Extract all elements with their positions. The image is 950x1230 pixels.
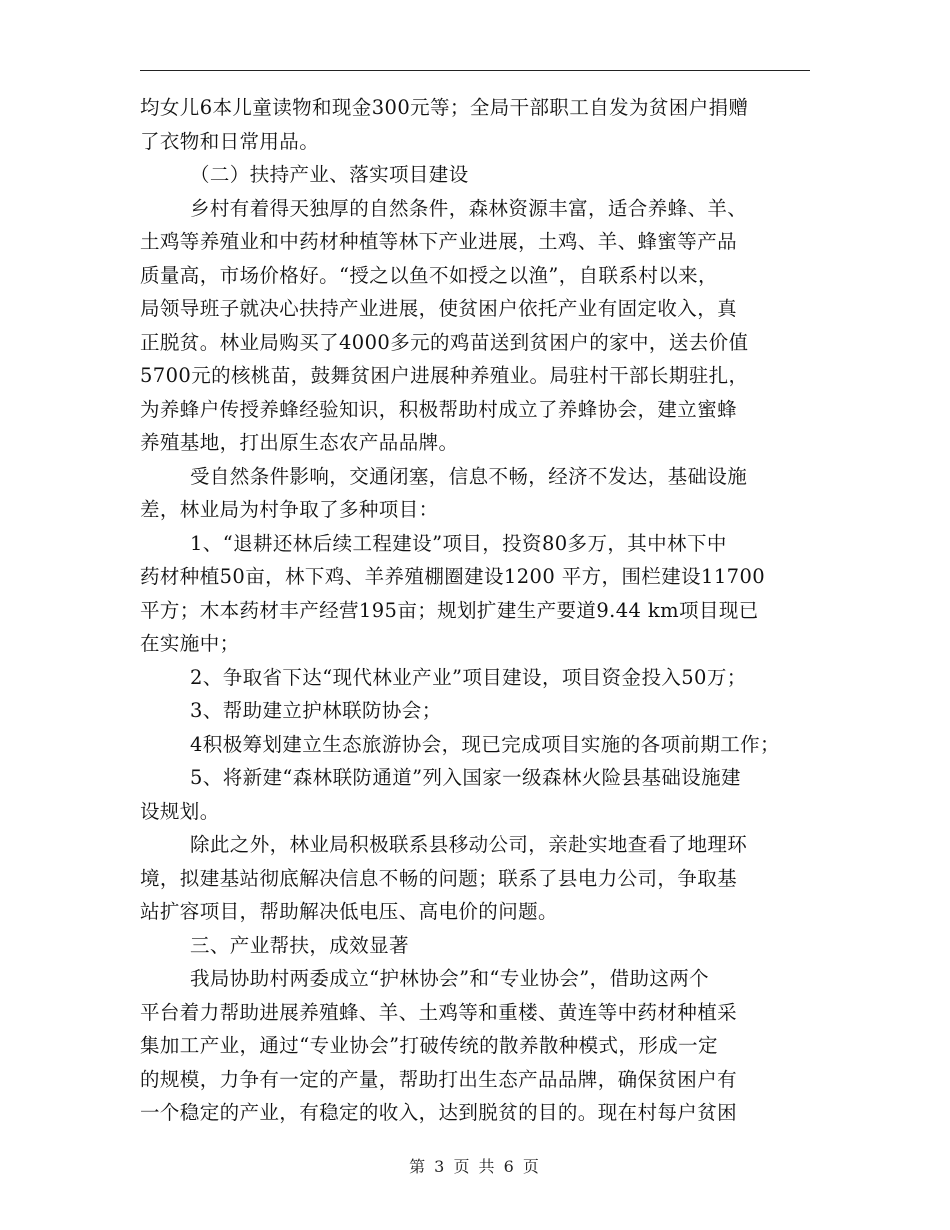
text-line: 了衣物和日常用品。 bbox=[140, 129, 320, 153]
text-line: 一个稳定的产业，有稳定的收入，达到脱贫的目的。现在村每户贫困 bbox=[140, 1101, 738, 1124]
text-line: 三、产业帮扶，成效显著 bbox=[190, 933, 409, 957]
text-line: 我局协助村两委成立“护林协会”和“专业协会”，借助这两个 bbox=[190, 967, 710, 990]
text-line: 5700元的核桃苗，鼓舞贫困户进展种养殖业。局驻村干部长期驻扎， bbox=[140, 364, 749, 387]
text-line: 境，拟建基站彻底解决信息不畅的问题；联系了县电力公司，争取基 bbox=[140, 866, 738, 890]
text-line: 3、帮助建立护林联防协会； bbox=[190, 699, 442, 722]
text-line: 受自然条件影响，交通闭塞，信息不畅，经济不发达，基础设施 bbox=[190, 464, 748, 488]
text-line: 质量高，市场价格好。“授之以鱼不如授之以渔”，自联系村以来， bbox=[140, 263, 718, 287]
text-line: 为养蜂户传授养蜂经验知识，积极帮助村成立了养蜂协会，建立蜜蜂 bbox=[140, 397, 738, 421]
text-line: 5、将新建“森林联防通道”列入国家一级森林火险县基础设施建 bbox=[190, 766, 741, 789]
text-line: 局领导班子就决心扶持产业进展，使贫困户依托产业有固定收入，真 bbox=[140, 297, 738, 320]
text-line: 乡村有着得天独厚的自然条件，森林资源丰富，适合养蜂、羊、 bbox=[190, 196, 748, 220]
text-line: 站扩容项目，帮助解决低电压、高电价的问题。 bbox=[140, 900, 558, 923]
text-line: 1、“退耕还林后续工程建设”项目，投资80多万，其中林下中 bbox=[190, 531, 727, 555]
text-line: 土鸡等养殖业和中药材种植等林下产业进展，土鸡、羊、蜂蜜等产品 bbox=[140, 230, 738, 253]
text-line: 在实施中； bbox=[140, 632, 240, 655]
text-line: 平台着力帮助进展养殖蜂、羊、土鸡等和重楼、黄连等中药材种植采 bbox=[140, 1000, 738, 1024]
text-line: 设规划。 bbox=[140, 799, 220, 823]
text-line: 平方；木本药材丰产经营195亩；规划扩建生产要道9.44 km项目现已 bbox=[140, 598, 759, 622]
text-line: 差，林业局为村争取了多种项目： bbox=[140, 498, 439, 521]
text-line: （二）扶持产业、落实项目建设 bbox=[190, 163, 469, 186]
text-line: 除此之外，林业局积极联系县移动公司，亲赴实地查看了地理环 bbox=[190, 833, 748, 856]
text-line: 均女儿6本儿童读物和现金300元等；全局干部职工自发为贫困户捐赠 bbox=[140, 96, 749, 119]
text-line: 养殖基地，打出原生态农产品品牌。 bbox=[140, 431, 459, 454]
text-line: 4积极筹划建立生态旅游协会，现已完成项目实施的各项前期工作； bbox=[190, 732, 780, 756]
text-line: 药材种植50亩，林下鸡、羊养殖棚圈建设1200 平方，围栏建设11700 bbox=[140, 565, 766, 588]
text-line: 2、争取省下达“现代林业产业”项目建设，项目资金投入50万； bbox=[190, 665, 747, 689]
header-rule bbox=[140, 70, 810, 71]
page-footer: 第 3 页 共 6 页 bbox=[409, 1157, 541, 1176]
text-line: 集加工产业，通过“专业协会”打破传统的散养散种模式，形成一定 bbox=[140, 1034, 718, 1057]
text-line: 正脱贫。林业局购买了4000多元的鸡苗送到贫困户的家中，送去价值 bbox=[140, 330, 749, 354]
text-line: 的规模，力争有一定的产量，帮助打出生态产品品牌，确保贫困户有 bbox=[140, 1067, 738, 1091]
